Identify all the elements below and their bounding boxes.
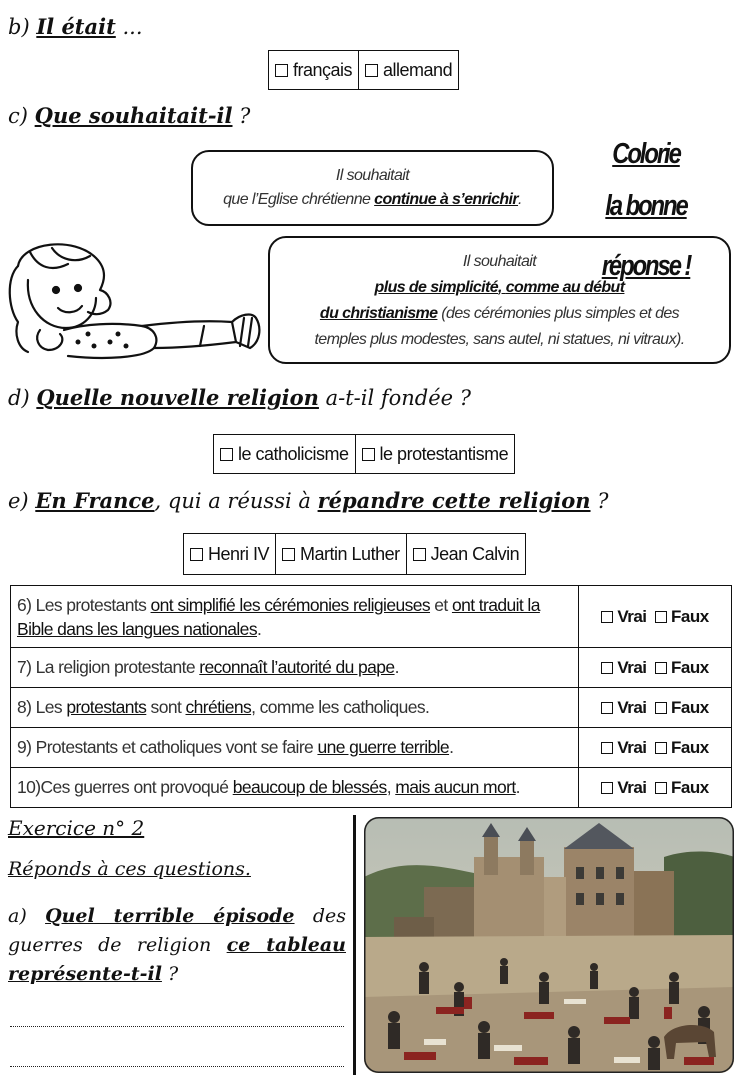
question-b-text: Il était (36, 14, 116, 39)
exercise-title: Exercice n° 2 (8, 816, 145, 840)
checkbox-icon[interactable] (601, 742, 613, 754)
option-henri-iv[interactable]: Henri IV (184, 534, 276, 574)
option-francais[interactable]: français (269, 51, 359, 89)
option-allemand[interactable]: allemand (359, 51, 458, 89)
statement: 8) Les protestants sont chrétiens, comme les catholiques. (11, 688, 579, 728)
checkbox-icon[interactable] (601, 782, 613, 794)
table-row (11, 586, 732, 648)
option-protestantisme[interactable]: le protestantisme (356, 435, 515, 473)
massacre-painting (364, 817, 734, 1073)
statement: 7) La religion protestante reconnaît l’autorité du pape. (11, 648, 579, 688)
option-jean-calvin[interactable]: Jean Calvin (407, 534, 526, 574)
question-b: b) Il était ... (8, 14, 143, 39)
question-e: e) En France, qui a réussi à répandre cette religion ? (8, 488, 609, 513)
checkbox-icon[interactable] (655, 702, 667, 714)
colorie-instruction: Colorie la bonne réponse ! (601, 138, 691, 282)
options-b (268, 50, 459, 90)
answer-cell[interactable]: Vrai Faux (579, 648, 732, 688)
statement: 6) Les protestants ont simplifié les cérémonies religieuses et ont traduit la Bible dans les langues nationales. (11, 586, 579, 648)
answer-cell[interactable]: Vrai Faux (579, 768, 732, 808)
checkbox-icon[interactable] (282, 548, 295, 561)
table-row (11, 728, 732, 768)
checkbox-icon[interactable] (275, 64, 288, 77)
checkbox-icon[interactable] (220, 448, 233, 461)
checkbox-icon[interactable] (190, 548, 203, 561)
answer-line-1[interactable] (10, 1026, 344, 1027)
options-e (183, 533, 526, 575)
checkbox-icon[interactable] (365, 64, 378, 77)
statement: 10)Ces guerres ont provoqué beaucoup de blessés, mais aucun mort. (11, 768, 579, 808)
option-martin-luther[interactable]: Martin Luther (276, 534, 407, 574)
exercise-question-a: a) Quel terrible épisode des guerres de religion ce tableau représente-t-il ? (8, 905, 346, 985)
question-d: d) Quelle nouvelle religion a-t-il fondée ? (8, 385, 472, 410)
answer-line-2[interactable] (10, 1066, 344, 1067)
answer-bubble-2[interactable]: Il souhaitait plus de simplicité, comme au début du christianisme (des cérémonies plus simples et des temples plus modestes, sans autel, ni statues, ni vitraux). (268, 236, 731, 364)
checkbox-icon[interactable] (362, 448, 375, 461)
checkbox-icon[interactable] (655, 611, 667, 623)
checkbox-icon[interactable] (413, 548, 426, 561)
answer-cell[interactable]: Vrai Faux (579, 688, 732, 728)
checkbox-icon[interactable] (601, 702, 613, 714)
exercise-subtitle: Réponds à ces questions. (8, 858, 251, 880)
table-row (11, 648, 732, 688)
checkbox-icon[interactable] (601, 611, 613, 623)
answer-bubble-1[interactable]: Il souhaitait que l’Eglise chrétienne continue à s’enrichir. (191, 150, 554, 226)
options-d (213, 434, 515, 474)
table-row (11, 688, 732, 728)
question-c: c) Que souhaitait-il ? (8, 103, 251, 128)
true-false-table (10, 585, 732, 808)
answer-cell[interactable]: Vrai Faux (579, 586, 732, 648)
checkbox-icon[interactable] (601, 662, 613, 674)
checkbox-icon[interactable] (655, 742, 667, 754)
statement: 9) Protestants et catholiques vont se faire une guerre terrible. (11, 728, 579, 768)
table-row (11, 768, 732, 808)
checkbox-icon[interactable] (655, 662, 667, 674)
column-divider (353, 815, 356, 1075)
answer-cell[interactable]: Vrai Faux (579, 728, 732, 768)
checkbox-icon[interactable] (655, 782, 667, 794)
girl-illustration (4, 238, 266, 368)
option-catholicisme[interactable]: le catholicisme (214, 435, 356, 473)
